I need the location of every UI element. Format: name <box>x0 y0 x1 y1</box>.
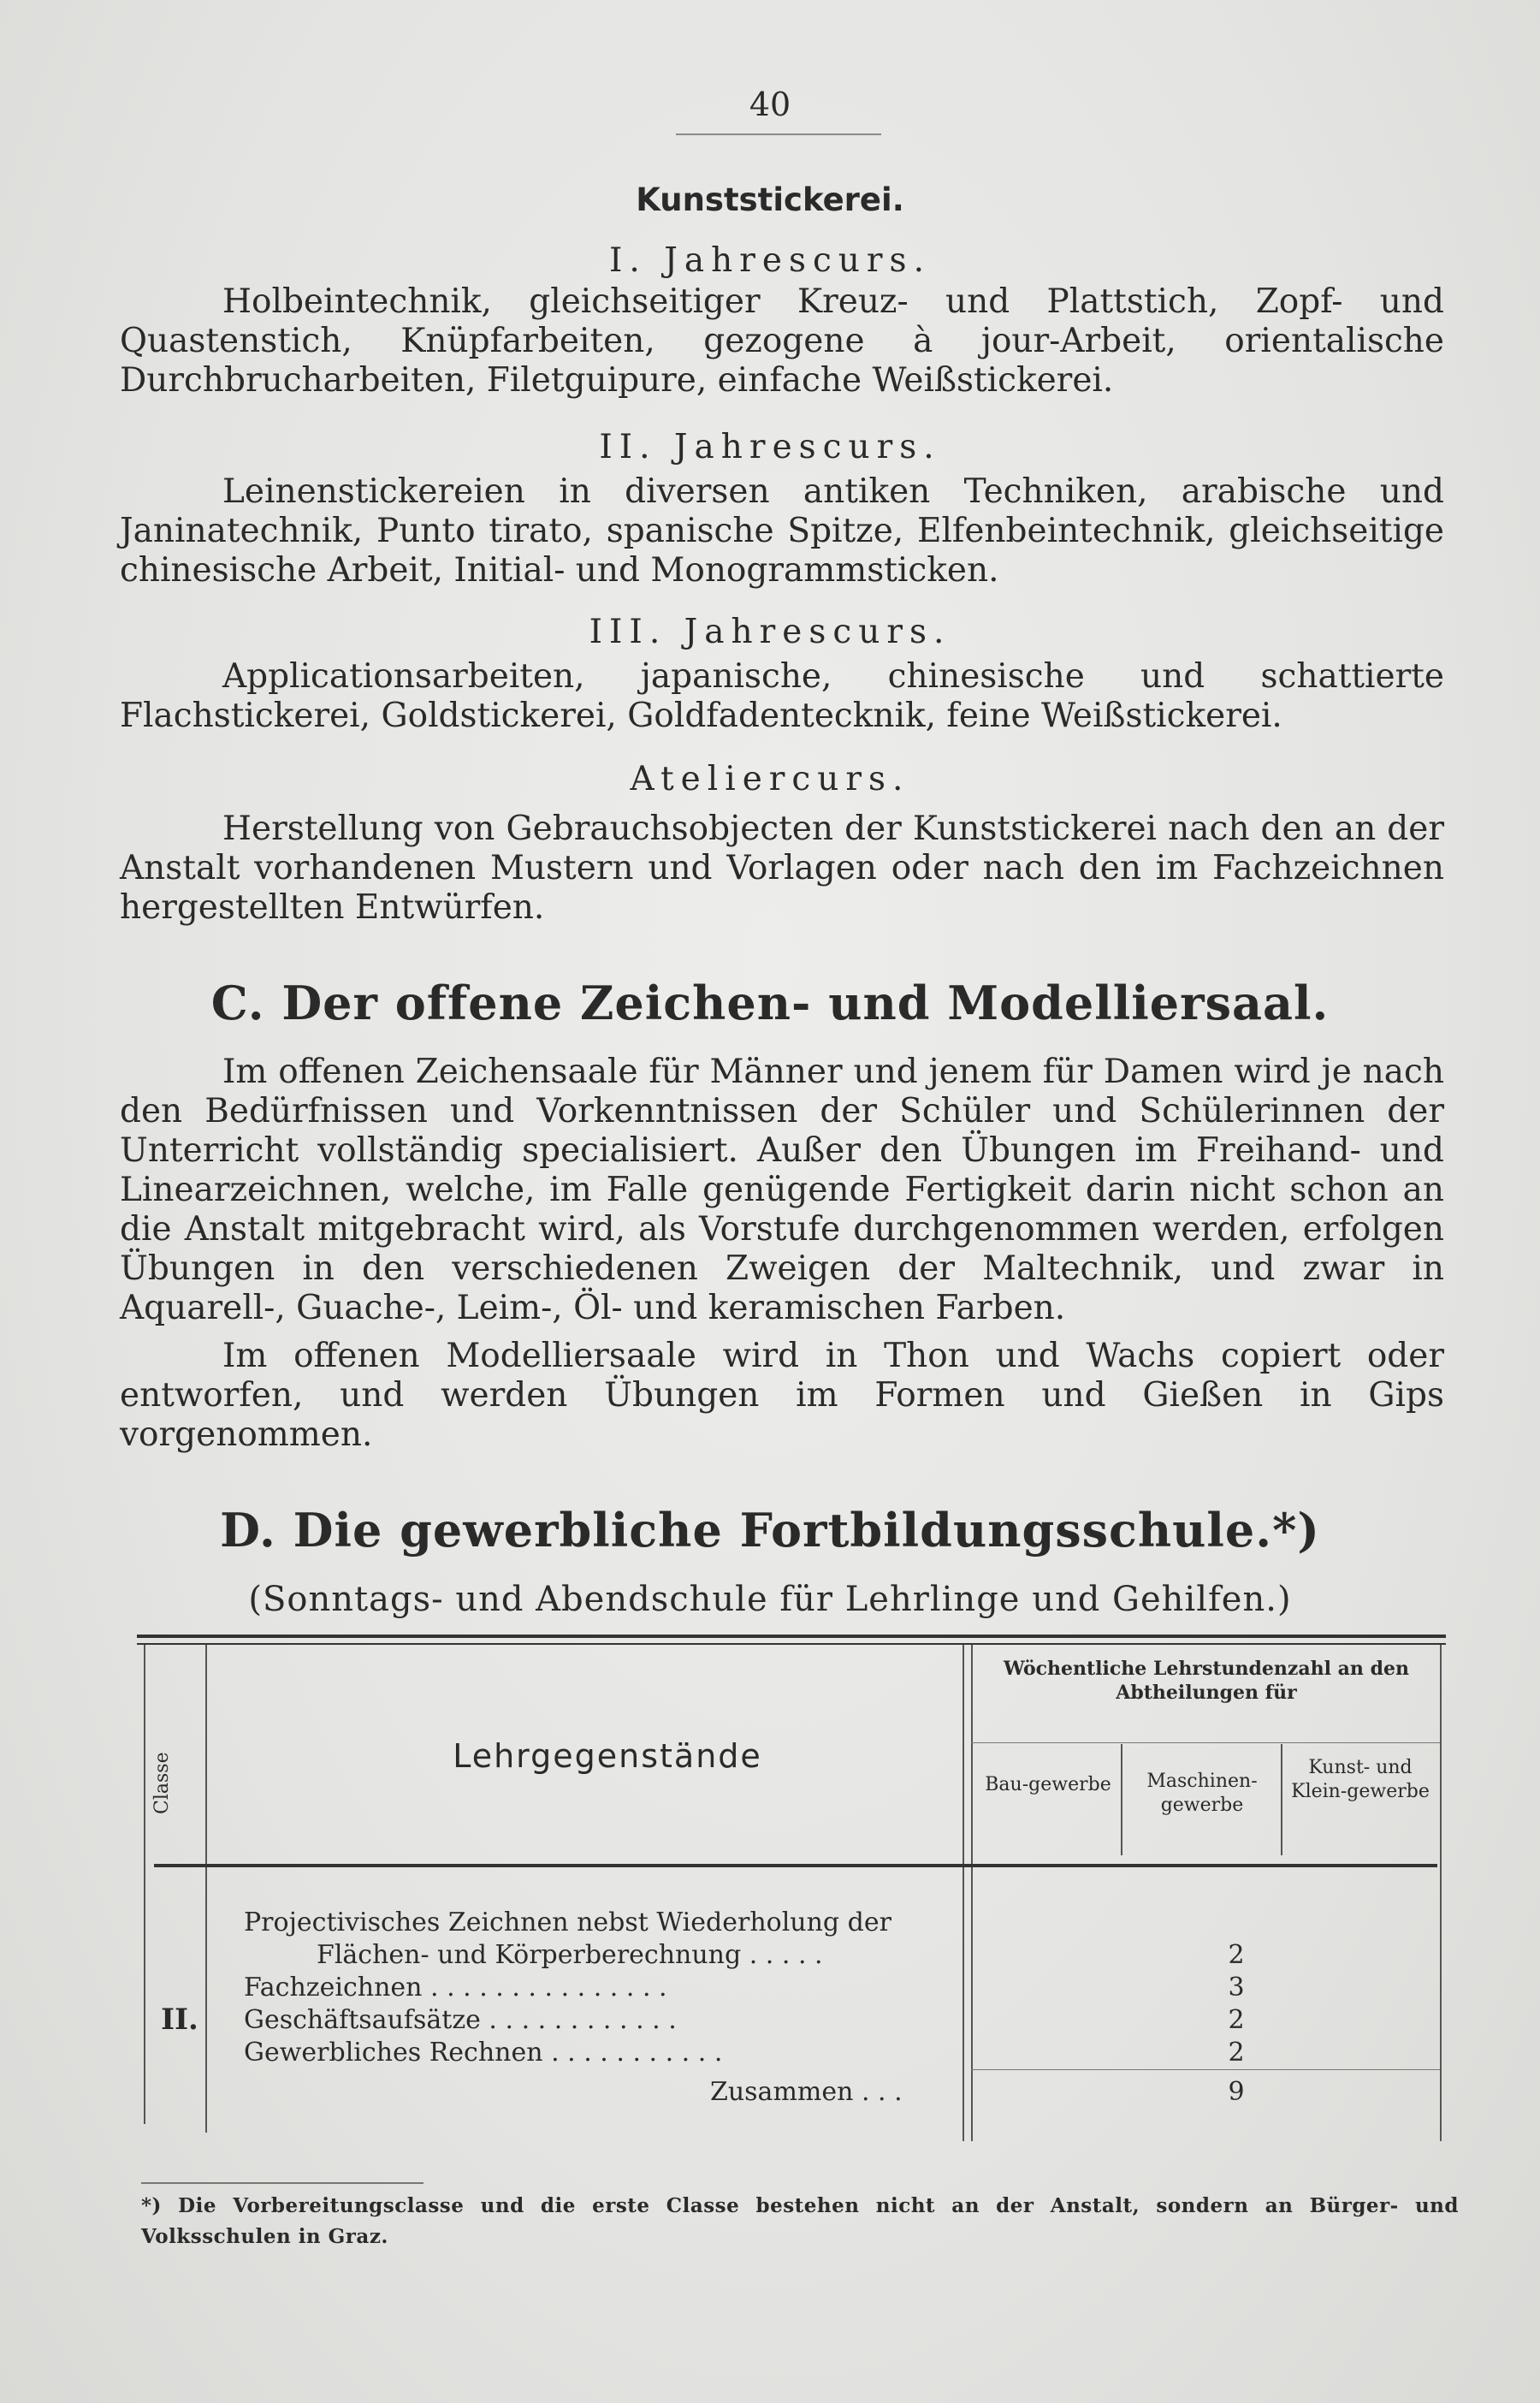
jahrescurs-2-text: Leinenstickereien in diversen antiken Techniken, arabische und Janinatechnik, Punto tirato, spanische Spitze, Elfenbeintechnik, gleichseitige chinesische Arbeit, Initial- und Monogrammsticken. <box>120 472 1444 590</box>
section-c-paragraph-1: Im offenen Zeichensaale für Männer und jenem für Damen wird je nach den Bedürfnissen und Vorkenntnissen der Schüler und Schülerinnen der Unterricht vollständig specialisiert. Außer den Übungen im Freihand- und Linearzeichnen, welche, im Falle genügende Fertigkeit darin nicht schon an die Anstalt mitgebracht wird, als Vorstufe durchgenommen werden, erfolgen Übungen in den verschiedenen Zweigen der Maltechnik, und zwar in Aquarell-, Guache-, Leim-, Öl- und keramischen Farben. <box>120 1053 1444 1327</box>
table-row-2: Fachzeichnen . . . . . . . . . . . . . . . <box>244 1973 667 2002</box>
section-d-title: D. Die gewerbliche Fortbildungsschule.*) <box>220 1503 1320 1558</box>
footnote: *) Die Vorbereitungsclasse und die erste Classe bestehen nicht an der Anstalt, sondern an Bürger- und Volksschulen in Graz. <box>141 2194 1459 2248</box>
column-header-lehrgegenstaende: Lehrgegenstände <box>453 1737 762 1775</box>
table-row-3: Geschäftsaufsätze . . . . . . . . . . . . <box>244 2005 677 2035</box>
jahrescurs-1-heading: I. Jahrescurs. <box>609 241 931 280</box>
ateliercurs-heading: Ateliercurs. <box>630 760 910 798</box>
column-header-classe: Classe <box>151 1752 173 1814</box>
table-row-1-value: 2 <box>1228 1940 1245 1970</box>
subsection-title-kunststickerei: Kunststickerei. <box>636 181 904 218</box>
table-total-label: Zusammen . . . <box>710 2077 903 2107</box>
section-c-title: C. Der offene Zeichen- und Modelliersaal. <box>210 976 1330 1030</box>
jahrescurs-1-text: Holbeintechnik, gleichseitiger Kreuz- und Plattstich, Zopf- und Quastenstich, Knüpfarbeiten, gezogene à jour-Arbeit, orientalische Durchbrucharbeiten, Filetguipure, einfache Weißstickerei. <box>120 282 1444 400</box>
class-label: II. <box>161 2002 198 2037</box>
page-number: 40 <box>749 86 791 123</box>
footnote-rule <box>141 2182 424 2184</box>
jahrescurs-3-text: Applicationsarbeiten, japanische, chinesische und schattierte Flachstickerei, Goldstickerei, Goldfadentecknik, feine Weißstickerei. <box>120 657 1444 735</box>
jahrescurs-3-heading: III. Jahrescurs. <box>589 613 951 651</box>
table-row-4-value: 2 <box>1228 2038 1245 2068</box>
table-row-3-value: 2 <box>1228 2005 1245 2035</box>
table-total-value: 9 <box>1228 2077 1245 2107</box>
column-header-kunst: Kunst- und Klein-gewerbe <box>1291 1757 1430 1802</box>
column-header-maschinen: Maschinen-gewerbe <box>1146 1771 1258 1816</box>
table-row-1-line-1: Projectivisches Zeichnen nebst Wiederholung der <box>244 1908 891 1937</box>
ateliercurs-text: Herstellung von Gebrauchsobjecten der Kunststickerei nach den an der Anstalt vorhandenen Mustern und Vorlagen oder nach den im Fachzeichnen hergestellten Entwürfen. <box>120 810 1444 927</box>
column-header-bau: Bau-gewerbe <box>985 1774 1111 1795</box>
table-row-4: Gewerbliches Rechnen . . . . . . . . . . . <box>244 2038 723 2068</box>
column-header-group: Wöchentliche Lehrstundenzahl an den Abtheilungen für <box>1004 1658 1409 1704</box>
page-number-rule <box>676 134 881 135</box>
table-row-1-line-2: Flächen- und Körperberechnung . . . . . <box>317 1940 823 1970</box>
lesson-table <box>137 1635 1446 2165</box>
section-c-paragraph-2: Im offenen Modelliersaale wird in Thon und Wachs copiert oder entworfen, und werden Übungen im Formen und Gießen in Gips vorgenommen. <box>120 1337 1444 1454</box>
table-row-2-value: 3 <box>1228 1973 1245 2002</box>
section-d-subtitle: (Sonntags- und Abendschule für Lehrlinge und Gehilfen.) <box>248 1580 1292 1619</box>
jahrescurs-2-heading: II. Jahrescurs. <box>599 428 941 466</box>
